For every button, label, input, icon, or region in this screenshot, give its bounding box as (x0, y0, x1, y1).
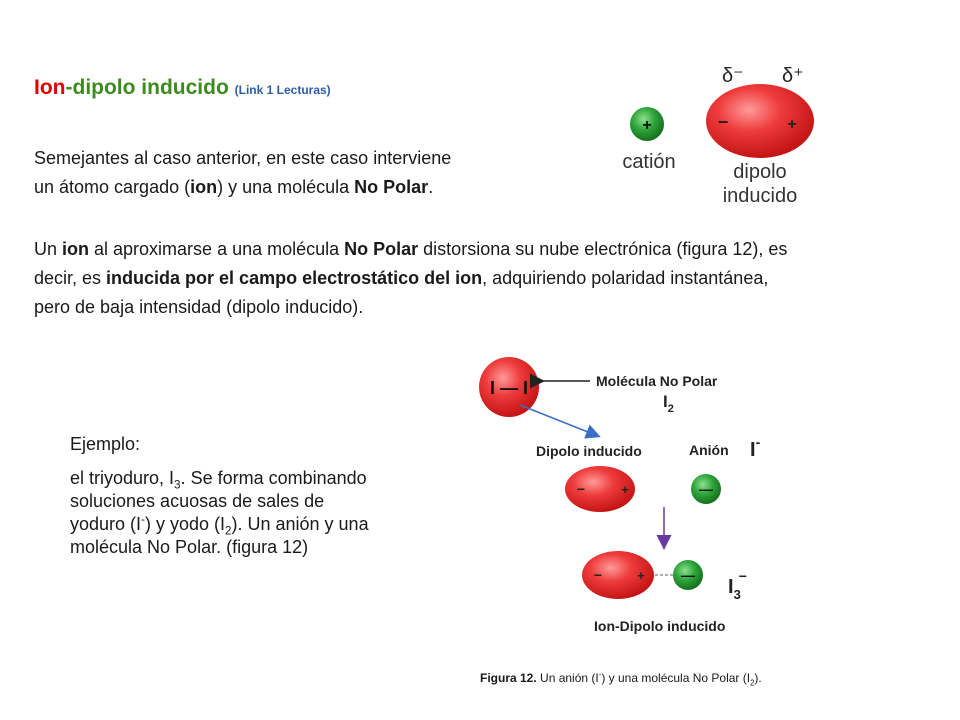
anion-symbol (750, 434, 761, 461)
para-ion: ion (62, 239, 90, 259)
example-t1: el triyoduro, I (70, 468, 175, 488)
triiodide-symbol (728, 568, 747, 602)
anion-symbol-sup: - (755, 434, 761, 450)
title-ion: Ion (34, 76, 66, 99)
lecturas-link[interactable]: (Link 1 Lecturas) (234, 83, 331, 97)
example-t1-sub: 3 (174, 478, 181, 492)
dipole-label-line2: inducido (722, 185, 798, 207)
cation-label: catión (622, 151, 676, 173)
intro-text-c: . (428, 177, 434, 197)
intro-line-1: Semejantes al caso anterior, en este caso interviene (34, 148, 452, 168)
intro-text-a: un átomo cargado ( (34, 177, 191, 197)
para-text-c: distorsiona su nube electrónica (figura 12), es decir, es (34, 239, 788, 288)
anion-sign: — (699, 481, 713, 497)
induction-arrow (520, 405, 598, 436)
i2-formula (663, 392, 674, 415)
cation-dipole-figure (622, 65, 814, 207)
product-anion-sign: — (681, 567, 695, 583)
dipole-label-line1: dipolo (733, 161, 787, 183)
figure-12 (479, 357, 761, 634)
delta-plus-label: δ⁺ (782, 65, 804, 87)
caption-bold: Figura 12. (480, 671, 537, 685)
product-dipole-plus: + (637, 568, 645, 583)
intro-no-polar: No Polar (354, 177, 429, 197)
example-t4: ). Un anión y una molécula No Polar. (figura 12) (70, 514, 369, 557)
para-text-b: al aproximarse a una molécula (89, 239, 345, 259)
caption-t1: Un anión (I (536, 671, 599, 685)
delta-minus-label: δ⁻ (722, 65, 744, 87)
anion-symbol-letter: I (750, 439, 756, 461)
i2-formula-sub: 2 (667, 403, 674, 415)
triiodide-sup: − (738, 568, 747, 584)
i2-formula-symbol: I (663, 392, 668, 411)
dipole-minus: − (576, 481, 586, 497)
caption-t3: ). (754, 671, 762, 685)
intro-ion: ion (190, 177, 218, 197)
intro-text-b: ) y una molécula (217, 177, 355, 197)
para-text-a: Un (34, 239, 63, 259)
dipole-plus: + (621, 482, 629, 497)
triiodide-letter: I (728, 576, 734, 598)
example-t3: ) y yodo (I (144, 514, 225, 534)
triiodide-sub: 3 (733, 587, 741, 602)
ion-dipole-label: Ion-Dipolo inducido (594, 618, 726, 634)
dipole-induced-label: Dipolo inducido (536, 443, 642, 459)
caption-t1-sup: - (598, 670, 602, 679)
anion-label: Anión (689, 442, 729, 458)
caption-t2: ) y una molécula No Polar (I (601, 671, 751, 685)
molecule-label: Molécula No Polar (596, 373, 718, 389)
para-text-d: , adquiriendo polaridad instantánea, pero de baja intensidad (dipolo inducido). (34, 268, 769, 317)
cation-sign: + (642, 117, 652, 134)
example-t2: . Se forma combinando soluciones acuosas de sales de yoduro (I (70, 468, 367, 534)
dipole-plus-sign: + (787, 116, 797, 133)
product-dipole-minus: − (593, 567, 603, 583)
title-dipolo-inducido: -dipolo inducido (65, 76, 229, 99)
para-no-polar: No Polar (344, 239, 419, 259)
example-t3-sub: 2 (224, 524, 232, 538)
para-induced: inducida por el campo electrostático del ion (106, 268, 483, 288)
example-t2-sup: - (141, 513, 145, 526)
example-heading: Ejemplo: (70, 434, 141, 454)
i2-atoms-label: I — I (489, 378, 529, 398)
dipole-minus-sign: − (717, 112, 729, 132)
caption-t2-sub: 2 (750, 678, 755, 688)
